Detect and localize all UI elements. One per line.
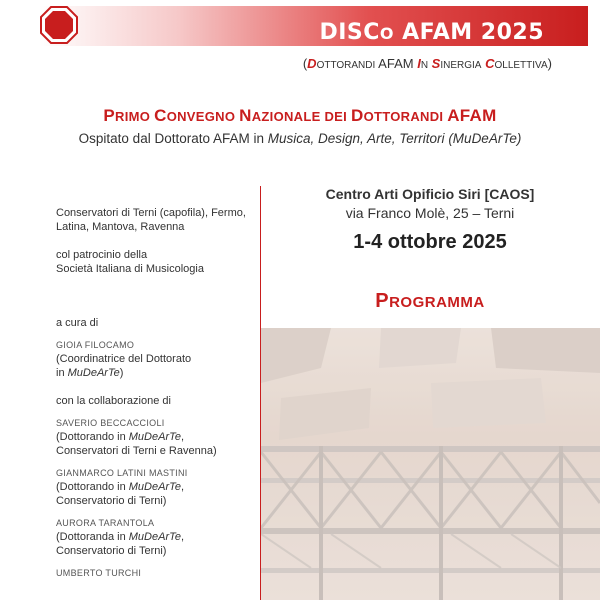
person-name: UMBERTO TURCHI [56, 568, 142, 578]
person-name: SAVERIO BECCACCIOLI [56, 418, 165, 428]
credits-column [56, 206, 252, 580]
collab-label: con la collaborazione di [56, 395, 171, 407]
event-dates: 1-4 ottobre 2025 [353, 231, 507, 253]
a-cura-label: a cura di [56, 317, 99, 329]
person-role-2: Conservatorio di Terni) [56, 545, 167, 557]
patrocinio-line-2: Società Italiana di Musicologia [56, 263, 204, 275]
disco-logo-icon [40, 6, 78, 44]
patrocinio-line-1: col patrocinio della [56, 249, 148, 261]
convegno-title: PRIMO CONVEGNO NAZIONALE DEI DOTTORANDI AFAM [103, 106, 497, 125]
person-role-2: Conservatori di Terni e Ravenna) [56, 445, 217, 457]
person-role-1: (Dottorando in MuDeArTe, [56, 431, 184, 443]
curatore-name: GIOIA FILOCAMO [56, 340, 135, 350]
programma-heading: PROGRAMMA [375, 290, 485, 312]
person-name: AURORA TARANTOLA [56, 518, 155, 528]
venue-name: Centro Arti Opificio Siri [CAOS] [325, 186, 535, 202]
venue-address: via Franco Molè, 25 – Terni [345, 205, 515, 221]
conservatori-list: Conservatori di Terni (capofila), Fermo, Latina, Mantova, Ravenna [56, 207, 246, 233]
venue-roof-photo [261, 328, 600, 600]
roof-truss-illustration [261, 328, 600, 600]
person-name: GIANMARCO LATINI MASTINI [56, 468, 188, 478]
event-info [260, 186, 600, 254]
curatore-role-2: in MuDeArTe) [56, 367, 124, 379]
curatore-role-1: (Coordinatrice del Dottorato [56, 353, 192, 365]
person-role-1: (Dottoranda in MuDeArTe, [56, 531, 184, 543]
disco-subtitle: (DOTTORANDI AFAM IN SINERGIA COLLETTIVA) [302, 56, 552, 71]
person-role-1: (Dottorando in MuDeArTe, [56, 481, 184, 493]
person-role-2: Conservatorio di Terni) [56, 495, 167, 507]
hosted-by: Ospitato dal Dottorato AFAM in Musica, Design, Arte, Territori (MuDeArTe) [78, 131, 522, 146]
disco-title: DISCO AFAM 2025 [319, 20, 544, 45]
